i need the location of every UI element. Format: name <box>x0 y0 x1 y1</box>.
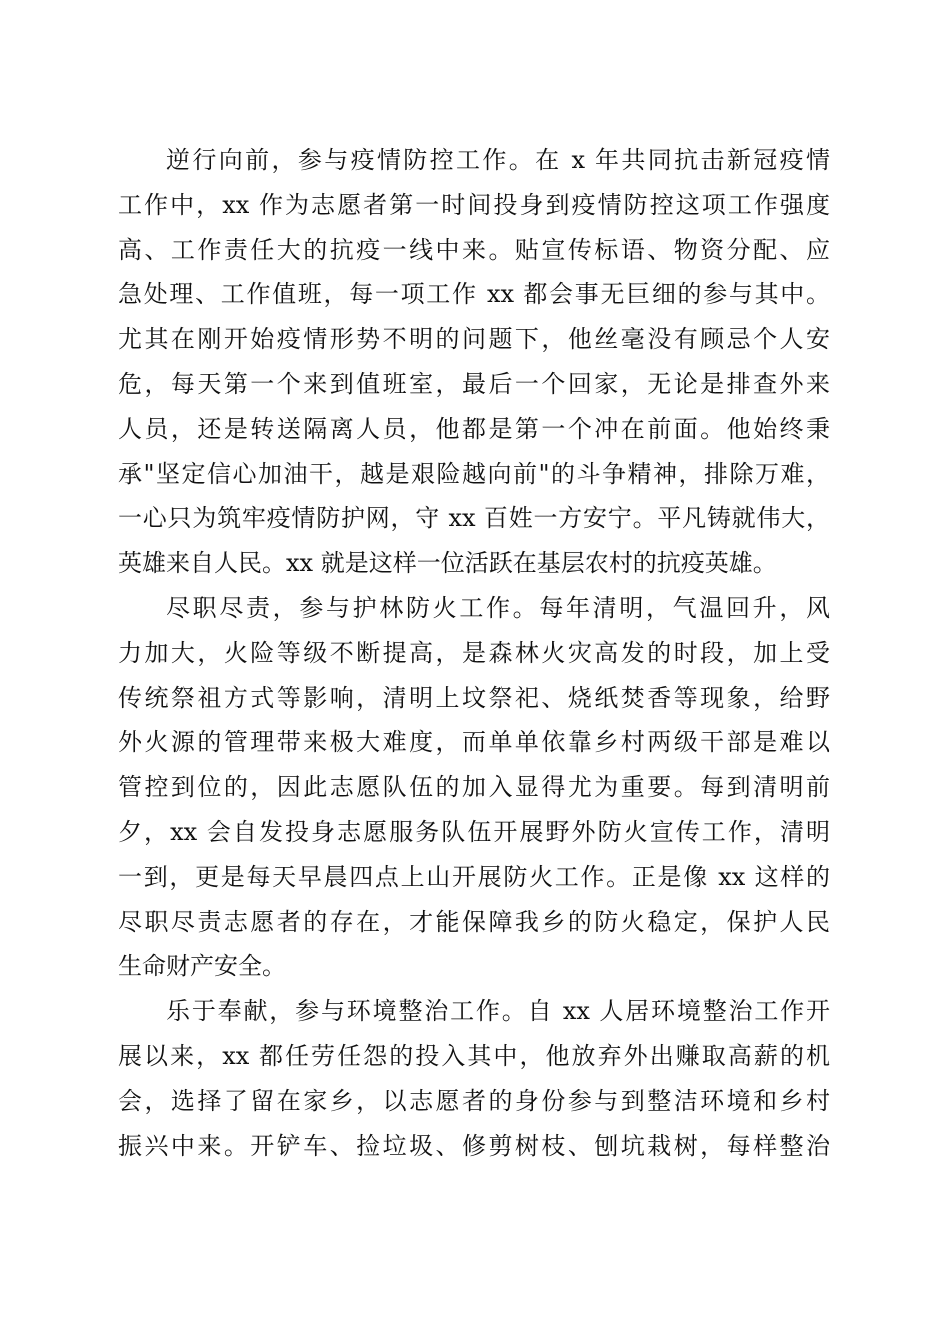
text-line: 外火源的管理带来极大难度，而单单依靠乡村两级干部是难以 <box>118 728 830 757</box>
text-line: 高、工作责任大的抗疫一线中来。贴宣传标语、物资分配、应 <box>118 235 830 264</box>
text-line: 尽职尽责志愿者的存在，才能保障我乡的防火稳定，保护人民 <box>118 907 830 936</box>
text-line: 危，每天第一个来到值班室，最后一个回家，无论是排查外来 <box>118 369 830 398</box>
text-line: 展以来，xx 都任劳任怨的投入其中，他放弃外出赚取高薪的机 <box>118 1041 830 1070</box>
text-line: 工作中，xx 作为志愿者第一时间投身到疫情防控这项工作强度 <box>118 190 830 219</box>
paragraph-epidemic-prevention <box>118 138 830 586</box>
document-body <box>118 138 830 1168</box>
text-line: 人员，还是转送隔离人员，他都是第一个冲在前面。他始终秉 <box>118 414 830 443</box>
text-line: 逆行向前，参与疫情防控工作。在 x 年共同抗击新冠疫情 <box>166 146 830 174</box>
text-line: 乐于奉献，参与环境整治工作。自 xx 人居环境整治工作开 <box>166 997 830 1026</box>
paragraph-forest-fire-prevention <box>118 586 830 989</box>
text-line: 尽职尽责，参与护林防火工作。每年清明，气温回升，风 <box>166 593 830 622</box>
text-line: 管控到位的，因此志愿队伍的加入显得尤为重要。每到清明前 <box>118 773 830 802</box>
text-line: 一到，更是每天早晨四点上山开展防火工作。正是像 xx 这样的 <box>118 862 830 891</box>
text-line: 会，选择了留在家乡，以志愿者的身份参与到整洁环境和乡村 <box>118 1086 830 1115</box>
text-line: 尤其在刚开始疫情形势不明的问题下，他丝毫没有顾忌个人安 <box>118 325 830 354</box>
text-line: 振兴中来。开铲车、捡垃圾、修剪树枝、刨坑栽树，每样整治 <box>118 1131 830 1160</box>
text-line: 急处理、工作值班，每一项工作 xx 都会事无巨细的参与其中。 <box>118 280 830 309</box>
text-line: 一心只为筑牢疫情防护网，守 xx 百姓一方安宁。平凡铸就伟大， <box>118 504 830 533</box>
text-line: 传统祭祖方式等影响，清明上坟祭祀、烧纸焚香等现象，给野 <box>118 683 830 712</box>
paragraph-environment-improvement <box>118 989 830 1168</box>
text-line: 承"坚定信心加油干，越是艰险越向前"的斗争精神，排除万难， <box>118 459 830 488</box>
text-line: 生命财产安全。 <box>118 952 286 981</box>
text-line: 英雄来自人民。xx 就是这样一位活跃在基层农村的抗疫英雄。 <box>118 549 777 578</box>
text-line: 力加大，火险等级不断提高，是森林火灾高发的时段，加上受 <box>118 638 830 667</box>
text-line: 夕，xx 会自发投身志愿服务队伍开展野外防火宣传工作，清明 <box>118 817 830 846</box>
